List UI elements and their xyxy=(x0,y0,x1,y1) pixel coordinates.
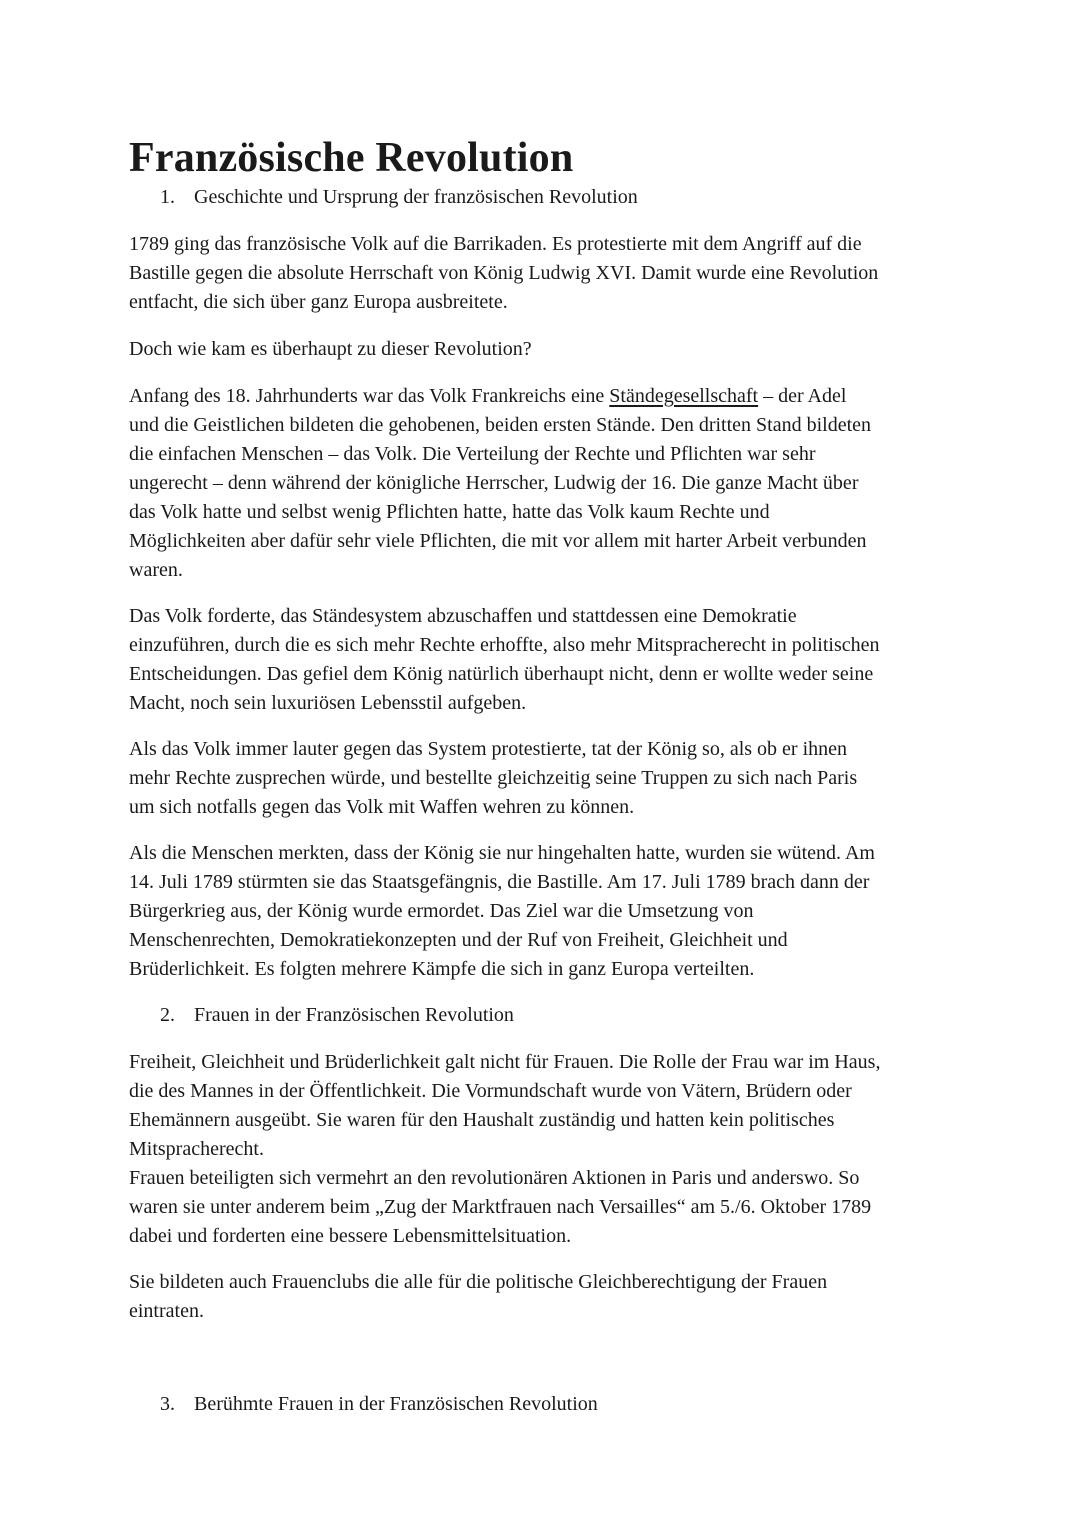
text-line: Frauen beteiligten sich vermehrt an den revolutionären Aktionen in Paris und anderswo. So xyxy=(129,1167,860,1189)
section-heading-1 xyxy=(160,183,638,211)
text-line: das Volk hatte und selbst wenig Pflichten hatte, hatte das Volk kaum Rechte und xyxy=(129,501,770,523)
paragraph-question xyxy=(129,335,959,364)
section-heading-2 xyxy=(160,1001,514,1029)
text-line: Als das Volk immer lauter gegen das System protestierte, tat der König so, als ob er ihnen xyxy=(129,738,848,760)
text-line: 1789 ging das französische Volk auf die Barrikaden. Es protestierte mit dem Angriff auf die xyxy=(129,233,862,255)
text-line: dabei und forderten eine bessere Lebensmittelsituation. xyxy=(129,1225,572,1247)
text-line: Bürgerkrieg aus, der König wurde ermordet. Das Ziel war die Umsetzung von xyxy=(129,900,754,922)
text-line: 14. Juli 1789 stürmten sie das Staatsgefängnis, die Bastille. Am 17. Juli 1789 brach dann der xyxy=(129,871,870,893)
section-heading-3 xyxy=(160,1390,598,1418)
standegesellschaft-link[interactable]: Ständegesellschaft xyxy=(609,385,759,407)
paragraph-protests xyxy=(129,735,959,822)
text-line: um sich notfalls gegen das Volk mit Waffen wehren zu können. xyxy=(129,796,635,818)
text-line: Sie bildeten auch Frauenclubs die alle für die politische Gleichberechtigung der Frauen xyxy=(129,1271,828,1293)
text-line: eintraten. xyxy=(129,1300,204,1322)
text-line: waren sie unter anderem beim „Zug der Marktfrauen nach Versailles“ am 5./6. Oktober 1789 xyxy=(129,1196,872,1218)
text-line: Menschenrechten, Demokratiekonzepten und der Ruf von Freiheit, Gleichheit und xyxy=(129,929,788,951)
text-line xyxy=(129,382,959,411)
section-heading-text: Geschichte und Ursprung der französischen Revolution xyxy=(194,186,638,208)
text-line: Brüderlichkeit. Es folgten mehrere Kämpfe die sich in ganz Europa verteilten. xyxy=(129,958,755,980)
paragraph-estates xyxy=(129,382,959,585)
paragraph-bastille xyxy=(129,839,959,984)
text-line: die einfachen Menschen – das Volk. Die Verteilung der Rechte und Pflichten war sehr xyxy=(129,443,816,465)
text-line: mehr Rechte zusprechen würde, und bestellte gleichzeitig seine Truppen zu sich nach Paris xyxy=(129,767,858,789)
text-line: ungerecht – denn während der königliche Herrscher, Ludwig der 16. Die ganze Macht über xyxy=(129,472,859,494)
text-line: Ehemännern ausgeübt. Sie waren für den Haushalt zuständig und hatten kein politisches xyxy=(129,1109,835,1131)
text-fragment: Anfang des 18. Jahrhunderts war das Volk Frankreichs eine xyxy=(129,385,610,407)
paragraph-womens-clubs xyxy=(129,1268,959,1326)
section-number: 1. xyxy=(160,186,175,208)
text-line: und die Geistlichen bildeten die gehobenen, beiden ersten Stände. Den dritten Stand bildeten xyxy=(129,414,872,436)
text-line: Das Volk forderte, das Ständesystem abzuschaffen und stattdessen eine Demokratie xyxy=(129,605,797,627)
section-number: 3. xyxy=(160,1393,175,1415)
text-line: waren. xyxy=(129,559,183,581)
paragraph-intro xyxy=(129,230,959,317)
paragraph-demands xyxy=(129,602,959,718)
text-line: Möglichkeiten aber dafür sehr viele Pflichten, die mit vor allem mit harter Arbeit verbunden xyxy=(129,530,867,552)
section-heading-text: Frauen in der Französischen Revolution xyxy=(194,1004,514,1026)
text-line: Freiheit, Gleichheit und Brüderlichkeit galt nicht für Frauen. Die Rolle der Frau war im Haus, xyxy=(129,1051,881,1073)
section-number: 2. xyxy=(160,1004,175,1026)
text-fragment: – der Adel xyxy=(758,385,847,407)
text-line: Mitspracherecht. xyxy=(129,1138,264,1160)
paragraph-women xyxy=(129,1048,959,1251)
document-title: Französische Revolution xyxy=(129,135,574,181)
text-line: einzuführen, durch die es sich mehr Rechte erhoffte, also mehr Mitspracherecht in politischen xyxy=(129,634,880,656)
text-line: Als die Menschen merkten, dass der König sie nur hingehalten hatte, wurden sie wütend. Am xyxy=(129,842,875,864)
text-line: die des Mannes in der Öffentlichkeit. Die Vormundschaft wurde von Vätern, Brüdern oder xyxy=(129,1080,852,1102)
text-line: Doch wie kam es überhaupt zu dieser Revolution? xyxy=(129,338,532,360)
text-line: Bastille gegen die absolute Herrschaft von König Ludwig XVI. Damit wurde eine Revolution xyxy=(129,262,879,284)
text-line: Entscheidungen. Das gefiel dem König natürlich überhaupt nicht, denn er wollte weder seine xyxy=(129,663,874,685)
section-heading-text: Berühmte Frauen in der Französischen Revolution xyxy=(194,1393,598,1415)
text-line: entfacht, die sich über ganz Europa ausbreitete. xyxy=(129,291,508,313)
text-line: Macht, noch sein luxuriösen Lebensstil aufgeben. xyxy=(129,692,527,714)
